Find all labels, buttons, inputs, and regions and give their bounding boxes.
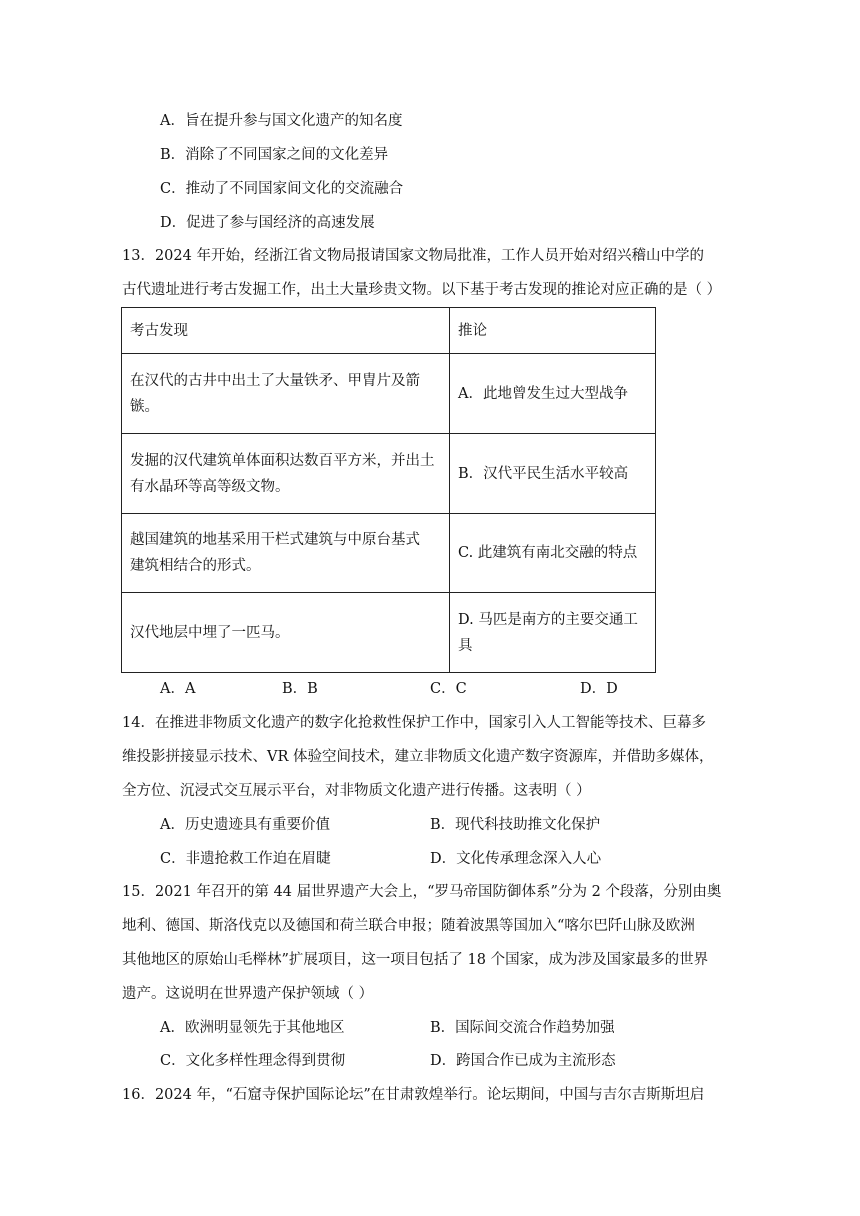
q14-option-b: B．现代科技助推文化保护 xyxy=(430,817,601,833)
cell-line: 有水晶环等高等级文物。 xyxy=(130,478,290,495)
cell-line: D. 马匹是南方的主要交通工 xyxy=(458,611,638,628)
q13-option-a: A．A xyxy=(160,681,196,697)
table-cell-inference xyxy=(450,593,656,673)
q14-stem-line1: 14．在推进非物质文化遗产的数字化抢救性保护工作中，国家引入人工智能等技术、巨幕多 xyxy=(122,715,706,731)
q15-option-b: B．国际间交流合作趋势加强 xyxy=(430,1020,615,1036)
cell-line: 镞。 xyxy=(130,398,159,415)
q14-option-d: D．文化传承理念深入人心 xyxy=(430,851,602,867)
q15-option-d: D．跨国合作已成为主流形态 xyxy=(430,1053,616,1069)
table-row xyxy=(122,354,656,434)
q15-stem-line2: 地利、德国、斯洛伐克以及德国和荷兰联合申报；随着波黑等国加入“喀尔巴阡山脉及欧洲 xyxy=(122,918,695,934)
table-cell-finding xyxy=(122,354,450,434)
q14-stem-line3: 全方位、沉浸式交互展示平台，对非物质文化遗产进行传播。这表明（ ） xyxy=(122,783,591,799)
q15-option-c: C．文化多样性理念得到贯彻 xyxy=(160,1053,346,1069)
q14-stem-line2: 维投影拼接显示技术、VR 体验空间技术，建立非物质文化遗产数字资源库，并借助多媒体， xyxy=(122,749,714,765)
q13-option-d: D．D xyxy=(580,681,618,697)
q14-option-a: A．历史遗迹具有重要价值 xyxy=(160,817,330,833)
cell-line: 具 xyxy=(458,637,473,654)
table-row xyxy=(122,593,656,673)
cell-line: 越国建筑的地基采用干栏式建筑与中原台基式 xyxy=(130,532,420,548)
q15-stem-line4: 遗产。这说明在世界遗产保护领域（ ） xyxy=(122,986,374,1002)
q16-stem-line1: 16．2024 年，“石窟寺保护国际论坛”在甘肃敦煌举行。论坛期间，中国与吉尔吉斯斯坦启 xyxy=(122,1087,705,1103)
q15-option-a: A．欧洲明显领先于其他地区 xyxy=(160,1020,345,1036)
q13-table xyxy=(121,307,656,673)
table-header-finding: 考古发现 xyxy=(122,308,450,354)
q12-option-b: B．消除了不同国家之间的文化差异 xyxy=(160,147,389,163)
q12-option-c: C．推动了不同国家间文化的交流融合 xyxy=(160,181,404,197)
table-cell-finding: 汉代地层中埋了一匹马。 xyxy=(122,593,450,673)
table-header-inference: 推论 xyxy=(450,308,656,354)
q13-stem-line1: 13．2024 年开始，经浙江省文物局报请国家文物局批准，工作人员开始对绍兴稽山中学的 xyxy=(122,248,704,264)
table-cell-inference: C. 此建筑有南北交融的特点 xyxy=(450,514,656,593)
table-cell-finding xyxy=(122,514,450,593)
q12-option-d: D．促进了参与国经济的高速发展 xyxy=(160,215,375,231)
table-row xyxy=(122,514,656,593)
table-header-row xyxy=(122,308,656,354)
table-cell-inference: B．汉代平民生活水平较高 xyxy=(450,434,656,514)
cell-line: 发掘的汉代建筑单体面积达数百平方米，并出土 xyxy=(130,452,435,469)
q14-option-c: C．非遗抢救工作迫在眉睫 xyxy=(160,851,331,867)
table-cell-inference: A．此地曾发生过大型战争 xyxy=(450,354,656,434)
cell-line: 在汉代的古井中出土了大量铁矛、甲胄片及箭 xyxy=(130,372,420,389)
q15-stem-line1: 15．2021 年召开的第 44 届世界遗产大会上，“罗马帝国防御体系”分为 2 个段落，分别由奥 xyxy=(122,884,722,900)
table-cell-finding xyxy=(122,434,450,514)
cell-line: 建筑相结合的形式。 xyxy=(130,558,261,574)
q13-stem-line2: 古代遗址进行考古发掘工作，出土大量珍贵文物。以下基于考古发现的推论对应正确的是（ ） xyxy=(122,282,722,298)
q12-option-a: A．旨在提升参与国文化遗产的知名度 xyxy=(160,113,403,129)
q15-stem-line3: 其他地区的原始山毛榉林”扩展项目，这一项目包括了 18 个国家，成为涉及国家最多的世界 xyxy=(122,952,709,968)
table-row xyxy=(122,434,656,514)
q13-option-c: C．C xyxy=(430,681,467,697)
q13-option-b: B．B xyxy=(282,681,318,697)
